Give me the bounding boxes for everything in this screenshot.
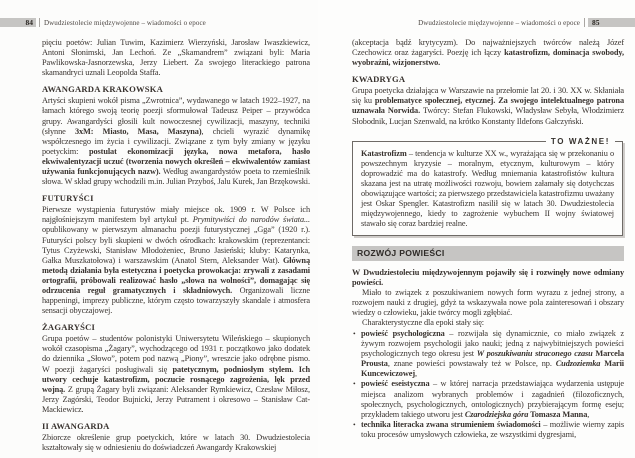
text-segment: Według awangardystów poeta to rzemieślnik słowa. W skład grupy wchodzili m.in. Julian Przyboś, Jalu Kurek, Jan Brzękowski. — [42, 167, 310, 187]
text-segment: problematyce społecznej, etycznej. Za swojego intelektualnego patrona uznawała Norwida. — [352, 96, 624, 116]
bullet-item — [352, 420, 624, 440]
text-segment: , — [415, 369, 417, 379]
page-number: 85 — [592, 18, 600, 27]
text-segment: Artyści skupieni wokół pisma „Zwrotnica”, wydawanego w latach 1922–1927, na łamach którego swoją teorię poezji sformułował Tadeusz Peiper – przywódca grupy. Awangardyści głosili kult nowoczesnej cywilizacji, maszyny, techniki (słynne — [42, 96, 310, 136]
page-84-header — [0, 18, 318, 29]
text-segment: W poszukiwaniu straconego czasu — [476, 349, 593, 359]
text-segment: technika literacka zwana strumieniem świadomości — [361, 419, 541, 429]
text-segment: Pierwsze wystąpienia futurystów miały miejsce ok. 1909 r. W Polsce ich najgłośniejszym manifestem był artykuł pt. — [42, 205, 310, 225]
text-segment: , — [587, 409, 590, 419]
text-segment: Cudzoziemka — [555, 359, 601, 369]
page-85 — [318, 0, 635, 458]
text-segment: Marii Kuncewiczowej — [361, 359, 624, 379]
body-paragraph — [352, 318, 624, 328]
header-divider — [39, 18, 40, 27]
running-title: Dwudziestolecie międzywojenne – wiadomości o epoce — [44, 19, 206, 27]
important-box-text — [361, 149, 614, 230]
text-segment: Grupa poetycka działająca w Warszawie na przełomie lat 20. i 30. XX w. Skłaniała się ku — [352, 86, 624, 106]
running-title: Dwudziestolecie międzywojenne – wiadomości o epoce — [418, 19, 580, 27]
text-segment: W Dwudziestoleciu międzywojennym pojawiły się i rozwinęły nowe odmiany powieści. — [352, 267, 624, 287]
section-heading: FUTURYŚCI — [42, 193, 94, 204]
text-segment: Organizowali liczne happeningi, imprezy publiczne, którym często towarzyszyły skandale i atmosfera sensacji obyczajowej. — [42, 285, 311, 316]
section-bar: ROZWÓJ POWIEŚCI — [352, 246, 624, 261]
page-85-header — [318, 18, 635, 29]
bullet-text — [361, 329, 624, 379]
text-segment: – w której narracja przedstawiająca wydarzenia ustępuje miejsca analizom wybranych problemów i zagadnień (filozoficznych, społecznych, psychologicznych, ontologicznych) przybierającym formę eseju; przykładem takiego utworu jest — [361, 379, 624, 419]
body-paragraph — [42, 96, 310, 187]
important-box — [352, 136, 623, 237]
text-segment: Grupa poetów – studentów polonistyki Uniwersytetu Wileńskiego – skupionych wokół czasopisma „Żagary”, wychodzącego od 1931 r. początkowo jako dodatek do dziennika „Słowo”, potem pod nazwą „Piony”, wreszcie jako odrębne pismo. W poezji żagaryści posługiwali się — [42, 334, 310, 374]
body-paragraph — [42, 334, 310, 415]
text-segment: – rozwijała się dynamicznie, co miało związek z żywym rozwojem psychologii jako nauki; jedną z najwybitniejszych powieści psychologicznych tego okresu jest — [361, 328, 625, 359]
text-segment: Główną metodą działania była estetyczna i poetycka prowokacja: zrywali z zasadami ortografii, próbowali realizować hasło „słowa na wolności”, domagając się odrzucenia reguł gramatycznych i składniowych. — [42, 255, 310, 295]
text-segment: pięciu poetów: Julian Tuwim, Kazimierz Wierzyński, Jarosław Iwaszkiewicz, Antoni Słonimski, Jan Lechoń. Ze „Skamandrem” związani byli: Maria Pawlikowska-Jasnorzewska, Jerzy Liebert. Za swojego literackiego patrona skamandryci uznali Leopolda Staffa. — [42, 38, 310, 78]
text-segment: Czarodziejska góra — [464, 409, 529, 419]
bullet-icon: • — [353, 328, 356, 338]
bullet-text — [361, 379, 624, 419]
important-box-label: TO WAŻNE! — [546, 137, 615, 146]
body-paragraph — [352, 288, 624, 318]
page-85-text-column — [352, 38, 624, 440]
text-segment: (akceptacja bądź krytycyzm). Do najważniejszych twórców należą Józef Czechowicz oraz żagaryści. Poezję ich łączy — [352, 38, 624, 58]
text-segment: patetycznym, podniosłym stylem. Ich utwory cechuje katastrofizm, poczucie rosnącego zagrożenia, lęk przed wojną. — [42, 364, 310, 394]
body-paragraph — [352, 38, 624, 68]
bullet-text — [361, 420, 624, 440]
text-segment: Zbiorcze określenie grup poetyckich, które w latach 30. Dwudziestolecia kształtowały się w odniesieniu do doświadczeń Awangardy Krakowskiej — [42, 433, 310, 453]
text-segment: Z grupą Żagary byli związani: Aleksander Rymkiewicz, Czesław Miłosz, Jerzy Zagórski, Teodor Bujnicki, Jerzy Putrament i okresowo – Stanisław Cat-Mackiewicz. — [42, 384, 310, 414]
body-paragraph — [352, 86, 624, 126]
section-heading: ŻAGARYŚCI — [42, 322, 96, 333]
bullet-list — [352, 329, 624, 440]
page-number-bar — [0, 18, 36, 27]
text-segment: Miało to związek z poszukiwaniem nowych form wyrazu z jednej strony, a rozwojem nauki z drugiej, gdyż ta wskazywała nowe pola zainteresowań i obszary wiedzy o człowieku, jakie twórcy mogli zgłębiać. — [352, 288, 624, 318]
text-segment: Marcela Prousta — [361, 349, 624, 369]
body-paragraph — [352, 268, 624, 288]
bullet-icon: • — [353, 379, 356, 389]
section-heading: KWADRYGA — [352, 74, 406, 85]
text-segment: powieść psychologiczna — [361, 328, 445, 338]
body-paragraph — [42, 433, 310, 453]
section-heading: AWANGARDA KRAKOWSKA — [42, 84, 164, 95]
text-segment: powieść eseistyczna — [361, 379, 430, 389]
text-segment: Prymitywiści do narodów świata... — [192, 215, 310, 225]
text-segment: Katastrofizm — [361, 148, 407, 158]
body-paragraph — [42, 38, 310, 78]
text-segment: 3xM: Miasto, Masa, Maszyna) — [74, 126, 202, 136]
text-segment: , znane powieści powstawały też w Polsce, np. — [387, 359, 556, 369]
text-segment: – możliwie wierny zapis toku procesów umysłowych człowieka, ze wszystkimi dygresjami, — [361, 419, 624, 439]
section-heading: II AWANGARDA — [42, 421, 110, 431]
page-number-bar — [588, 18, 635, 27]
bullet-item — [352, 379, 624, 419]
page-number: 84 — [25, 18, 33, 27]
body-paragraph — [42, 205, 310, 316]
bullet-icon: • — [353, 419, 356, 429]
text-segment: , chcieli wyrazić dynamikę współczesnego im życia i cywilizacji. Związane z tym były zmiany w języku poetyckim: — [42, 126, 310, 156]
text-segment: Twórcy: Stefan Flukowski, Władysław Sebyła, Włodzimierz Słobodnik, Lucjan Szenwald, na krótko Konstanty Ildefons Gałczyński. — [352, 106, 624, 126]
text-segment: postulat ekonomizacji języka, nowa metafora, hasło ekwiwalentyzacji uczuć (tworzenia nowych określeń – ekwiwalentów zamiast używania funkcjonujących nazw). — [42, 146, 310, 177]
text-segment: Charakterystyczne dla epoki stały się: — [362, 318, 484, 328]
page-84-text-column — [42, 38, 310, 453]
text-segment: opublikowany w pierwszym almanachu poezji futurystycznej „Gga” (1920 r.). Futuryści polscy byli skupieni w dwóch ośrodkach: krakowskim (reprezentanci: Tytus Czyżewski, Stanisław Młodożeniec, Bruno Jasieński; kluby: Katarynka, Gałka Muszkatołowa) i warszawskim (Anatol Stern, Aleksander Wat). — [42, 225, 310, 265]
bullet-item — [352, 329, 624, 379]
header-divider — [584, 18, 585, 27]
text-segment: katastrofizm, dominacja swobody, wyobraźni, wizjonerstwo. — [352, 48, 624, 68]
text-segment: – tendencja w kulturze XX w., wyrażająca się w przekonaniu o powszechnym kryzysie – moralnym, etycznym, kulturowym – który doprowadzić ma do katastrofy. Według mniemania katastrofistów kultura skazana jest na utratę możliwości rozwoju, bowiem załamały się dotychczas obowiązujące wartości; za pierwszego przedstawiciela katastrofizmu uważany jest Oskar Spengler. Katastrofizm nasilił się w latach 30. Dwudziestolecia międzywojennego, kiedy to zagrożenie wybuchem II wojny światowej stawało się coraz bardziej realne. — [361, 148, 614, 229]
text-segment: Tomasza Manna — [528, 409, 588, 419]
